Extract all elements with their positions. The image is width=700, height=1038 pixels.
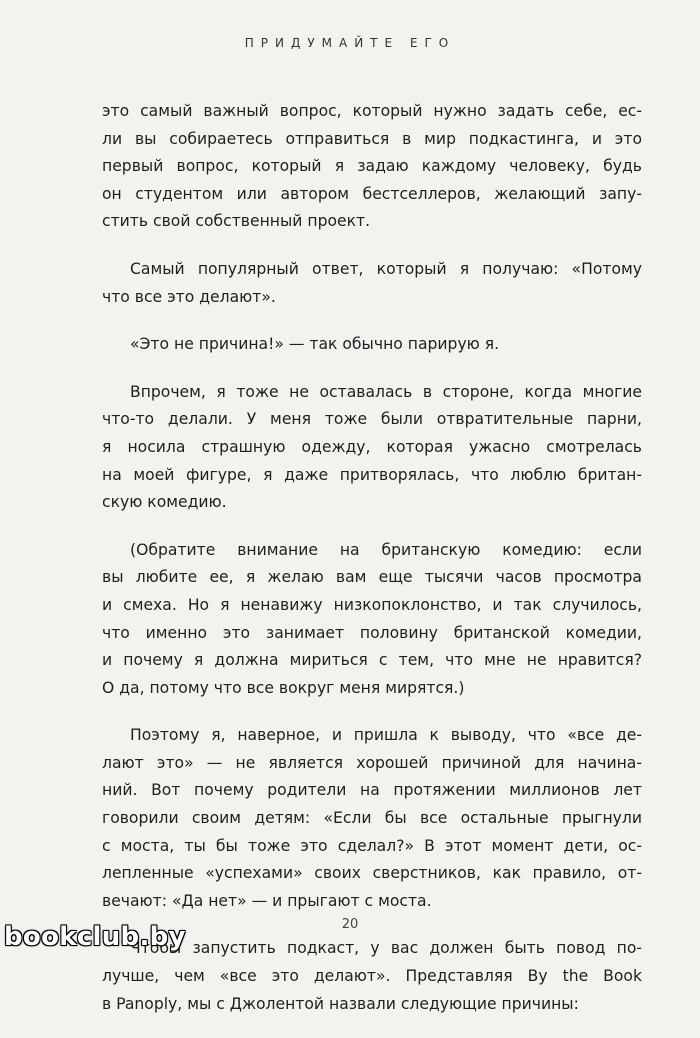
text-line: и смеха. Но я ненавижу низкопоклонство, и так случилось, <box>102 595 642 614</box>
paragraph <box>102 331 642 359</box>
text-line: он студентом или автором бестселлеров, желающий запу- <box>102 184 642 203</box>
paragraph <box>102 379 642 517</box>
paragraph <box>102 256 642 311</box>
paragraph <box>102 722 642 915</box>
text-line: на моей фигуре, я даже притворялась, что люблю британ- <box>102 465 642 484</box>
text-line: и почему я должна мириться с тем, что мне не нравится? <box>102 651 642 670</box>
text-line: что именно это занимает половину британской комедии, <box>102 623 642 642</box>
text-line: «Это не причина!» — так обычно парирую я. <box>130 335 500 354</box>
paragraph <box>102 98 642 236</box>
body-text <box>102 98 642 1038</box>
running-head: ПРИДУМАЙТЕ ЕГО <box>244 36 456 50</box>
page-number: 20 <box>341 917 359 932</box>
text-line: ли вы собираетесь отправиться в мир подкастинга, и это <box>102 129 642 148</box>
watermark-logo: bookclub.by <box>4 922 186 952</box>
text-line: ний. Вот почему родители на протяжении миллионов лет <box>102 781 642 800</box>
text-line: лепленные «успехами» своих сверстников, как правило, от- <box>102 864 642 883</box>
text-line: в Panoply, мы с Джолентой назвали следующие причины: <box>102 994 579 1013</box>
text-line: Чтобы запустить подкаст, у вас должен быть повод по- <box>130 939 642 958</box>
text-line: вы любите ее, я желаю вам еще тысячи часов просмотра <box>102 568 642 587</box>
text-line: скую комедию. <box>102 493 227 512</box>
text-line: Самый популярный ответ, который я получаю: «Потому <box>130 259 642 278</box>
text-line: что все это делают». <box>102 287 276 306</box>
text-line: Впрочем, я тоже не оставалась в стороне, когда многие <box>130 382 642 401</box>
text-line: первый вопрос, который я задаю каждому человеку, будь <box>102 157 642 176</box>
text-line: говорили своим детям: «Если бы все остальные прыгнули <box>102 809 642 828</box>
text-line: с моста, ты бы тоже это сделал?» В этот момент дети, ос- <box>102 836 642 855</box>
text-line: это самый важный вопрос, который нужно задать себе, ес- <box>102 102 642 120</box>
text-line: стить свой собственный проект. <box>102 212 371 231</box>
text-line: лучше, чем «все это делают». Представляя By the Book <box>102 967 642 986</box>
text-line: я носила страшную одежду, которая ужасно смотрелась <box>102 437 642 456</box>
text-line: лают это» — не является хорошей причиной для начина- <box>102 753 642 772</box>
text-line: О да, потому что все вокруг меня мирятся.) <box>102 678 465 697</box>
text-line: Поэтому я, наверное, и пришла к выводу, что «все де- <box>130 726 642 745</box>
paragraph <box>102 537 642 703</box>
text-line: что-то делали. У меня тоже были отвратительные парни, <box>102 410 642 429</box>
text-line: (Обратите внимание на британскую комедию: если <box>130 540 642 559</box>
text-line: вечают: «Да нет» — и прыгают с моста. <box>102 891 432 910</box>
